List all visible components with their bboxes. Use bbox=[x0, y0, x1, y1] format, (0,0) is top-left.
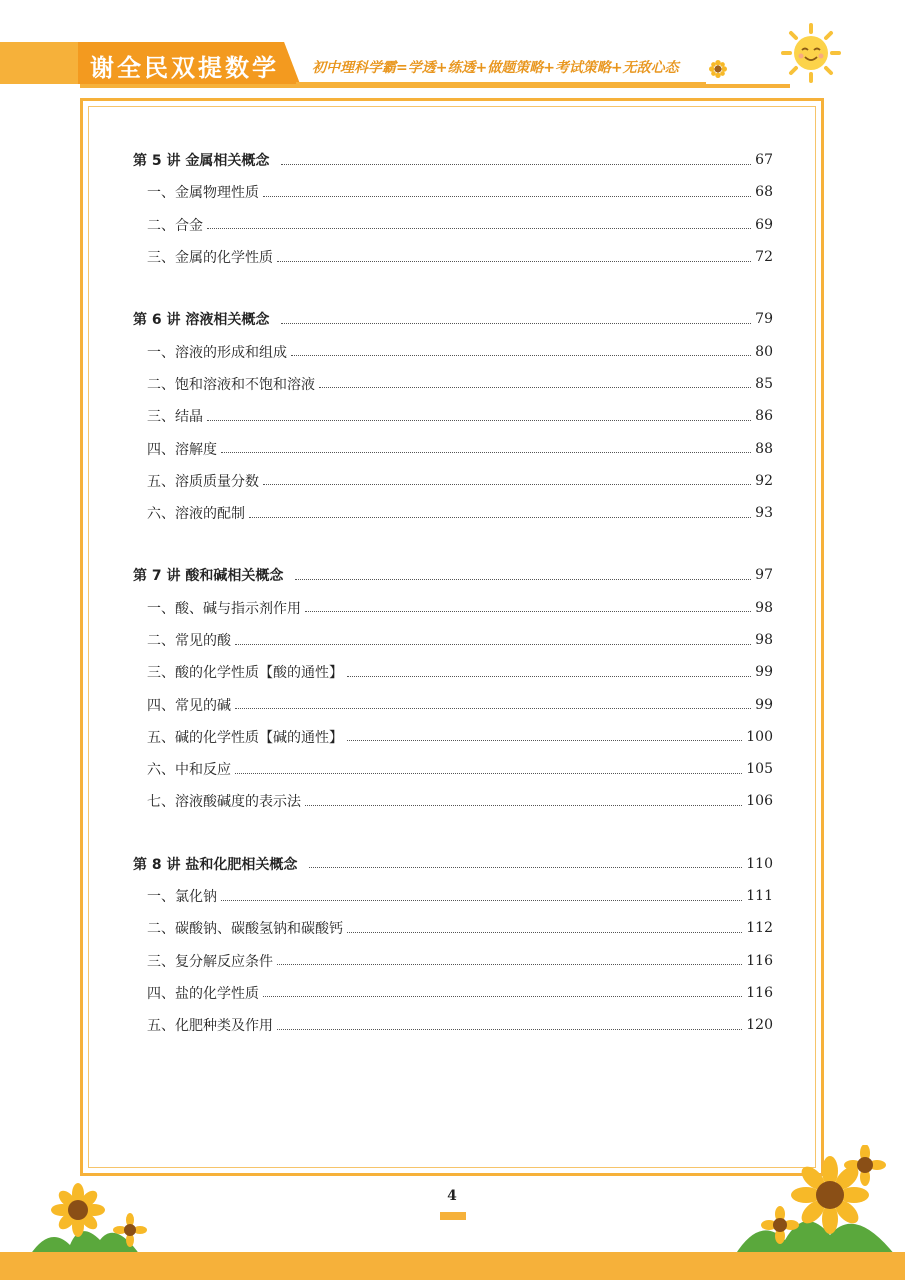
sunflower-icon bbox=[20, 1175, 160, 1255]
toc-item[interactable] bbox=[133, 945, 773, 977]
toc-item[interactable] bbox=[133, 368, 773, 400]
toc-item-title: 六、溶液的配制 bbox=[147, 506, 245, 523]
toc-leader bbox=[281, 323, 751, 324]
toc-item-title: 二、合金 bbox=[147, 217, 203, 234]
toc-item-title: 三、酸的化学性质【酸的通性】 bbox=[147, 665, 343, 682]
toc-leader bbox=[263, 196, 751, 197]
toc-page-number: 69 bbox=[755, 216, 773, 233]
toc-leader bbox=[221, 452, 751, 453]
toc-section bbox=[133, 559, 773, 817]
toc-item[interactable] bbox=[133, 465, 773, 497]
toc-leader bbox=[347, 932, 742, 933]
toc-item-title: 四、常见的碱 bbox=[147, 697, 231, 714]
toc-page-number: 106 bbox=[746, 793, 773, 810]
sun-icon bbox=[780, 22, 842, 84]
header-slogan: 初中理科学霸=学透+练透+做题策略+考试策略+无敌心态 bbox=[312, 60, 679, 76]
toc-item[interactable] bbox=[133, 335, 773, 367]
toc-page-number: 68 bbox=[755, 184, 773, 201]
page-number: 4 bbox=[447, 1188, 457, 1204]
toc-page-number: 88 bbox=[755, 440, 773, 457]
toc-page-number: 120 bbox=[746, 1017, 773, 1034]
toc-section bbox=[133, 303, 773, 529]
toc-page-number: 116 bbox=[746, 952, 773, 969]
toc-item[interactable] bbox=[133, 912, 773, 944]
toc-leader bbox=[309, 867, 742, 868]
toc-item-title: 五、溶质质量分数 bbox=[147, 473, 259, 490]
toc-chapter-title: 第 7 讲 酸和碱相关概念 bbox=[133, 568, 284, 585]
toc-leader bbox=[347, 740, 742, 741]
toc-leader bbox=[235, 644, 751, 645]
toc-chapter[interactable] bbox=[133, 303, 773, 335]
toc-page-number: 99 bbox=[755, 664, 773, 681]
toc-item[interactable] bbox=[133, 688, 773, 720]
toc-page-number: 80 bbox=[755, 343, 773, 360]
toc-chapter[interactable] bbox=[133, 559, 773, 591]
toc-section bbox=[133, 144, 773, 273]
toc-page-number: 110 bbox=[746, 855, 773, 872]
toc-item[interactable] bbox=[133, 432, 773, 464]
toc-item[interactable] bbox=[133, 785, 773, 817]
toc-page-number: 72 bbox=[755, 249, 773, 266]
toc-item-title: 七、溶液酸碱度的表示法 bbox=[147, 794, 301, 811]
toc-section bbox=[133, 848, 773, 1042]
page-number-bar bbox=[440, 1212, 466, 1220]
sunflower-icon bbox=[735, 1145, 895, 1255]
toc-leader bbox=[235, 708, 751, 709]
toc-leader bbox=[221, 900, 742, 901]
toc-item-title: 四、盐的化学性质 bbox=[147, 985, 259, 1002]
toc-leader bbox=[305, 805, 742, 806]
toc-item[interactable] bbox=[133, 209, 773, 241]
toc-leader bbox=[277, 964, 742, 965]
toc-item[interactable] bbox=[133, 977, 773, 1009]
toc-leader bbox=[263, 996, 742, 997]
toc-item-title: 一、金属物理性质 bbox=[147, 185, 259, 202]
toc-item-title: 四、溶解度 bbox=[147, 441, 217, 458]
toc-page-number: 86 bbox=[755, 408, 773, 425]
toc-item[interactable] bbox=[133, 241, 773, 273]
toc-page-number: 67 bbox=[755, 152, 773, 169]
toc-item[interactable] bbox=[133, 1009, 773, 1041]
toc-leader bbox=[277, 1029, 742, 1030]
toc-chapter[interactable] bbox=[133, 144, 773, 176]
toc-page-number: 79 bbox=[755, 311, 773, 328]
toc-page-number: 116 bbox=[746, 984, 773, 1001]
toc-leader bbox=[277, 261, 751, 262]
toc-item-title: 一、酸、碱与指示剂作用 bbox=[147, 600, 301, 617]
table-of-contents bbox=[133, 144, 773, 1071]
toc-page-number: 97 bbox=[755, 567, 773, 584]
toc-item-title: 二、碳酸钠、碳酸氢钠和碳酸钙 bbox=[147, 921, 343, 938]
toc-leader bbox=[235, 773, 742, 774]
toc-leader bbox=[291, 355, 751, 356]
toc-item[interactable] bbox=[133, 880, 773, 912]
toc-chapter[interactable] bbox=[133, 848, 773, 880]
toc-leader bbox=[207, 228, 751, 229]
toc-item-title: 六、中和反应 bbox=[147, 762, 231, 779]
toc-page-number: 92 bbox=[755, 472, 773, 489]
toc-item[interactable] bbox=[133, 624, 773, 656]
toc-page-number: 85 bbox=[755, 375, 773, 392]
toc-page-number: 98 bbox=[755, 599, 773, 616]
toc-page-number: 105 bbox=[746, 761, 773, 778]
toc-item[interactable] bbox=[133, 497, 773, 529]
toc-leader bbox=[263, 484, 751, 485]
toc-item-title: 二、饱和溶液和不饱和溶液 bbox=[147, 376, 315, 393]
toc-item-title: 五、碱的化学性质【碱的通性】 bbox=[147, 729, 343, 746]
toc-chapter-title: 第 5 讲 金属相关概念 bbox=[133, 153, 270, 170]
toc-page-number: 112 bbox=[746, 920, 773, 937]
header-title: 谢全民双提数学 bbox=[90, 54, 279, 82]
toc-item-title: 二、常见的酸 bbox=[147, 633, 231, 649]
toc-leader bbox=[281, 164, 751, 165]
toc-item-title: 一、氯化钠 bbox=[147, 889, 217, 906]
toc-leader bbox=[295, 579, 751, 580]
toc-chapter-title: 第 8 讲 盐和化肥相关概念 bbox=[133, 856, 298, 873]
toc-leader bbox=[305, 611, 751, 612]
toc-page-number: 99 bbox=[755, 696, 773, 713]
toc-item[interactable] bbox=[133, 592, 773, 624]
footer-band bbox=[0, 1252, 905, 1280]
toc-item[interactable] bbox=[133, 656, 773, 688]
toc-item-title: 三、结晶 bbox=[147, 409, 203, 426]
toc-page-number: 100 bbox=[746, 728, 773, 745]
toc-leader bbox=[319, 387, 751, 388]
toc-item-title: 五、化肥种类及作用 bbox=[147, 1018, 273, 1035]
toc-item[interactable] bbox=[133, 753, 773, 785]
header-rule bbox=[80, 84, 790, 88]
toc-leader bbox=[207, 420, 751, 421]
toc-leader bbox=[249, 517, 751, 518]
toc-chapter-title: 第 6 讲 溶液相关概念 bbox=[133, 312, 270, 329]
toc-item-title: 一、溶液的形成和组成 bbox=[147, 344, 287, 361]
toc-page-number: 93 bbox=[755, 505, 773, 522]
toc-page-number: 98 bbox=[755, 632, 773, 648]
toc-item[interactable] bbox=[133, 176, 773, 208]
toc-item[interactable] bbox=[133, 721, 773, 753]
toc-item[interactable] bbox=[133, 400, 773, 432]
toc-page-number: 111 bbox=[746, 888, 773, 905]
toc-item-title: 三、金属的化学性质 bbox=[147, 250, 273, 267]
toc-leader bbox=[347, 676, 751, 677]
sunflower-icon bbox=[709, 60, 727, 78]
toc-item-title: 三、复分解反应条件 bbox=[147, 953, 273, 970]
